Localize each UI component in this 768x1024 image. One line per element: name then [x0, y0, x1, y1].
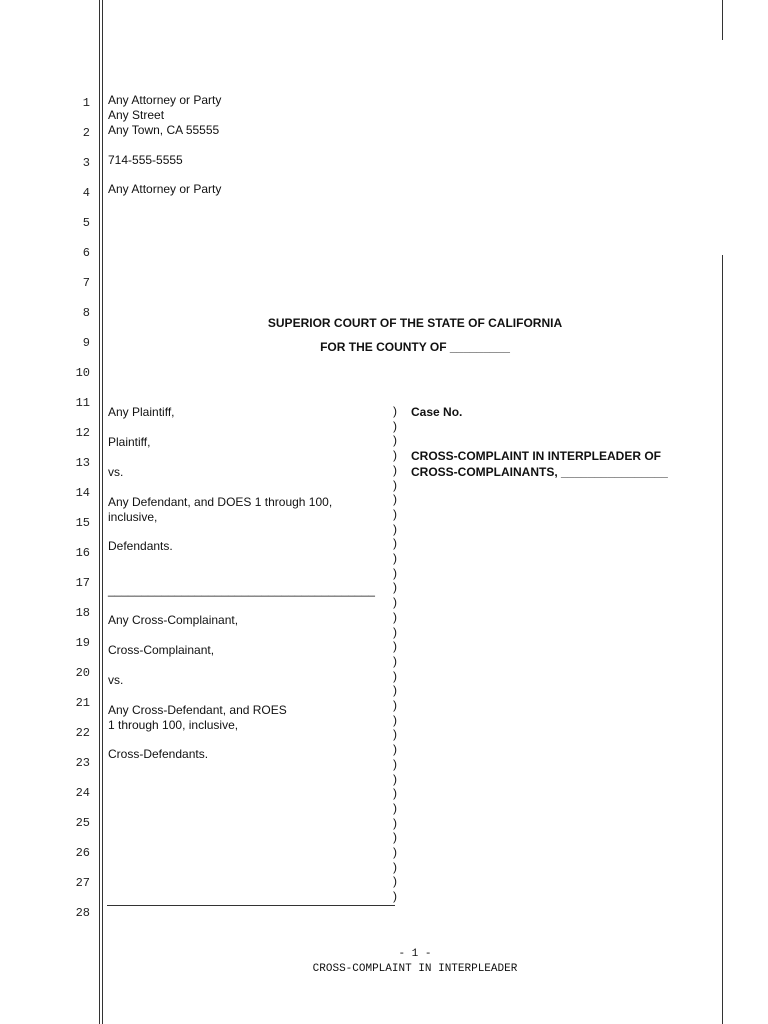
attorney-name: Any Attorney or Party: [108, 93, 222, 107]
footer-title: CROSS-COMPLAINT IN INTERPLEADER: [312, 963, 518, 975]
cross-defendant-name: Any Cross-Defendant, and ROES: [108, 703, 287, 717]
line-number: 1: [82, 96, 90, 110]
cross-defendant-name-cont: 1 through 100, inclusive,: [108, 718, 239, 732]
caption-paren: ): [393, 815, 397, 830]
caption-paren: ): [393, 580, 397, 595]
line-number: 28: [75, 906, 90, 920]
caption-paren: ): [393, 756, 397, 771]
line-number: 9: [82, 336, 90, 350]
versus-2: vs.: [108, 673, 124, 687]
caption-paren: ): [393, 492, 397, 507]
line-number: 16: [75, 546, 90, 560]
caption-paren: ): [393, 874, 397, 889]
document-title-line-1: CROSS-COMPLAINT IN INTERPLEADER OF: [411, 449, 662, 463]
line-number: 18: [75, 606, 90, 620]
caption-paren: ): [393, 624, 397, 639]
line-number: 26: [75, 846, 90, 860]
attorney-for: Any Attorney or Party: [108, 182, 222, 196]
caption-paren: ): [393, 698, 397, 712]
caption-paren: ): [393, 506, 397, 521]
caption-paren: ): [393, 830, 397, 845]
left-margin-rule-inner: [102, 0, 103, 1024]
caption-paren: ): [393, 712, 397, 727]
caption-paren: ): [393, 742, 397, 757]
cross-defendant-role: Cross-Defendants.: [108, 747, 209, 761]
line-number: 22: [75, 726, 90, 740]
caption-paren: ): [393, 433, 397, 448]
caption-paren: ): [393, 521, 397, 536]
caption-paren: ): [393, 595, 397, 610]
line-number: 6: [82, 246, 90, 260]
line-number: 20: [75, 666, 90, 680]
line-number: 13: [75, 456, 90, 470]
caption-paren: ): [393, 477, 397, 492]
defendant-role: Defendants.: [108, 539, 173, 553]
defendant-name-cont: inclusive,: [108, 510, 158, 524]
line-number: 14: [75, 486, 90, 500]
caption-paren: ): [393, 771, 397, 786]
cross-complainant-role: Cross-Complainant,: [108, 643, 215, 657]
caption-paren: ): [393, 609, 397, 624]
line-number: 19: [75, 636, 90, 650]
line-number: 3: [82, 156, 90, 170]
caption-paren: ): [393, 653, 397, 668]
line-number: 12: [75, 426, 90, 440]
caption-paren: ): [393, 565, 397, 580]
line-number: 7: [82, 276, 90, 290]
line-number: 17: [75, 576, 90, 590]
attorney-street: Any Street: [108, 108, 165, 122]
caption-paren: ): [393, 727, 397, 742]
line-number: 8: [82, 306, 90, 320]
plaintiff-name: Any Plaintiff,: [108, 405, 175, 419]
caption-paren: ): [393, 786, 397, 801]
caption-paren: ): [393, 845, 397, 859]
line-number: 15: [75, 516, 90, 530]
caption-separator: ________________________________________: [108, 583, 375, 597]
caption-paren: ): [393, 889, 397, 904]
right-margin-rule: [722, 255, 723, 1024]
versus-1: vs.: [108, 465, 124, 479]
court-county: FOR THE COUNTY OF _________: [320, 340, 510, 354]
line-number: 4: [82, 186, 90, 200]
case-number-label: Case No.: [411, 405, 463, 419]
line-number: 24: [75, 786, 90, 800]
caption-paren: ): [393, 800, 397, 815]
document-title-line-2: CROSS-COMPLAINANTS, ________________: [411, 465, 668, 479]
caption-paren: ): [393, 683, 397, 698]
line-number: 5: [82, 216, 90, 230]
line-number: 23: [75, 756, 90, 770]
plaintiff-role: Plaintiff,: [108, 435, 151, 449]
line-number: 10: [75, 366, 90, 380]
left-margin-rule-outer: [99, 0, 100, 1024]
caption-paren: ): [393, 462, 397, 477]
caption-paren: ): [393, 859, 397, 874]
caption-paren: ): [393, 448, 397, 463]
caption-paren: ): [393, 404, 397, 418]
defendant-name: Any Defendant, and DOES 1 through 100,: [108, 495, 333, 509]
caption-paren: ): [393, 668, 397, 683]
caption-paren: ): [393, 536, 397, 551]
caption-paren: ): [393, 639, 397, 654]
line-number: 25: [75, 816, 90, 830]
caption-paren: ): [393, 418, 397, 433]
line-number: 2: [82, 126, 90, 140]
attorney-phone: 714-555-5555: [108, 153, 183, 167]
right-margin-rule-top: [722, 0, 723, 40]
page-number: - 1 -: [398, 948, 432, 960]
caption-bottom-rule: [107, 905, 395, 906]
court-title: SUPERIOR COURT OF THE STATE OF CALIFORNIA: [267, 316, 563, 330]
attorney-city: Any Town, CA 55555: [108, 123, 220, 137]
line-number: 11: [75, 396, 90, 410]
line-number: 27: [75, 876, 90, 890]
line-number: 21: [75, 696, 90, 710]
caption-paren: ): [393, 551, 397, 565]
cross-complainant-name: Any Cross-Complainant,: [108, 613, 239, 627]
